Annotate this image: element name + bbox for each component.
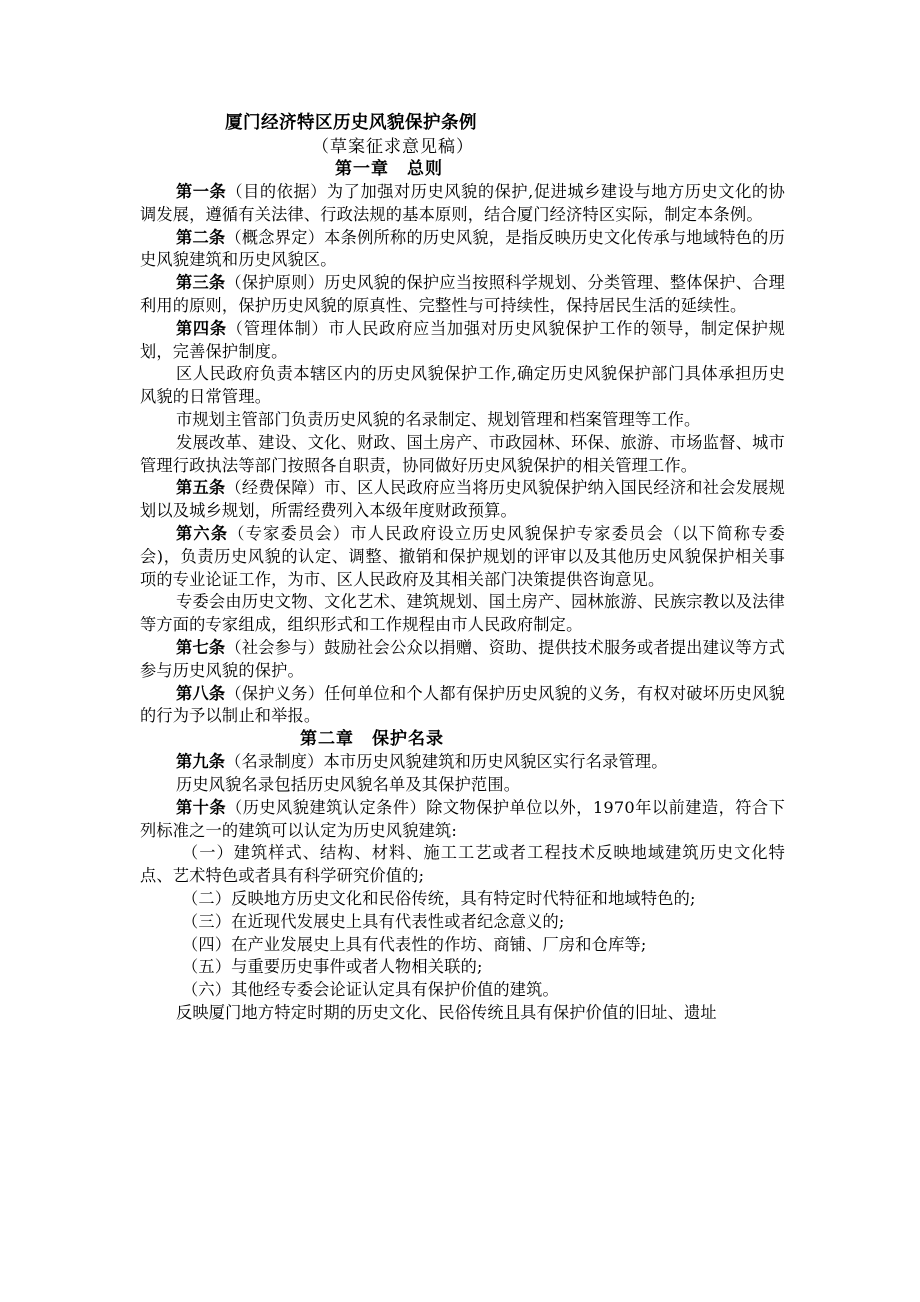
article-paragraph [140, 797, 785, 843]
list-item: （二）反映地方历史文化和民俗传统，具有特定时代特征和地域特色的; [182, 888, 696, 908]
article-paragraph [140, 363, 785, 409]
document-title: 厦门经济特区历史风貌保护条例 [225, 113, 477, 133]
list-item: （三）在近现代发展史上具有代表性或者纪念意义的; [182, 911, 565, 931]
article-number: 第三条 [176, 273, 226, 293]
chapter-heading: 第一章 总则 [335, 159, 443, 179]
article-paragraph [140, 683, 785, 729]
article-text: 历史风貌名录包括历史风貌名单及其保护范围。 [176, 774, 521, 794]
article-number: 第八条 [176, 683, 226, 703]
document-page [140, 110, 785, 1025]
article-number: 第五条 [176, 478, 226, 498]
article-text: （名录制度）本市历史风貌建筑和历史风貌区实行名录管理。 [225, 752, 668, 772]
article-number: 第九条 [176, 752, 226, 772]
article-text: （保护义务）任何单位和个人都有保护历史风貌的义务，有权对破坏历史风貌的行为予以制止和举报。 [140, 683, 785, 726]
article-text: （保护原则）历史风貌的保护应当按照科学规划、分类管理、整体保护、合理利用的原则，保护历史风貌的原真性、完整性与可持续性，保持居民生活的延续性。 [140, 273, 785, 315]
article-text: （目的依据）为了加强对历史风貌的保护,促进城乡建设与地方历史文化的协调发展，遵循有关法律、行政法规的基本原则，结合厦门经济特区实际，制定本条例。 [140, 182, 785, 224]
list-item: （六）其他经专委会论证认定具有保护价值的建筑。 [182, 980, 559, 1000]
list-item: （一）建筑样式、结构、材料、施工工艺或者工程技术反映地域建筑历史文化特点、艺术特色或者具有科学研究价值的; [140, 843, 785, 886]
chapter-heading: 第二章 保护名录 [300, 729, 444, 750]
article-text: 发展改革、建设、文化、财政、国土房产、市政园林、环保、旅游、市场监督、城市管理行政执法等部门按照各自职责，协同做好历史风貌保护的相关管理工作。 [140, 432, 785, 475]
article-number: 第四条 [176, 318, 227, 338]
article-number: 第二条 [176, 227, 226, 247]
article-paragraph [140, 409, 785, 432]
article-text: （社会参与）鼓励社会公众以捐赠、资助、提供技术服务或者提出建议等方式参与历史风貌的保护。 [140, 637, 785, 680]
article-paragraph [140, 637, 785, 683]
list-item: （五）与重要历史事件或者人物相关联的; [182, 957, 483, 977]
article-paragraph [140, 751, 785, 774]
article-paragraph [140, 523, 785, 591]
article-text: （专家委员会）市人民政府设立历史风貌保护专家委员会（以下简称专委会)，负责历史风貌的认定、调整、撤销和保护规划的评审以及其他历史风貌保护相关事项的专业论证工作，为市、区人民政府及其相关部门决策提供咨询意见。 [140, 523, 785, 589]
article-paragraph [140, 227, 785, 273]
article-paragraph [140, 774, 785, 797]
article-text: 专委会由历史文物、文化艺术、建筑规划、国土房产、园林旅游、民族宗教以及法律等方面的专家组成，组织形式和工作规程由市人民政府制定。 [140, 592, 785, 635]
article-paragraph [140, 272, 785, 318]
article-text: （经费保障）市、区人民政府应当将历史风貌保护纳入国民经济和社会发展规划以及城乡规划，所需经费列入本级年度财政预算。 [140, 478, 785, 521]
article-text: （概念界定）本条例所称的历史风貌，是指反映历史文化传承与地域特色的历史风貌建筑和历史风貌区。 [140, 227, 785, 270]
list-item: （四）在产业发展史上具有代表性的作坊、商铺、厂房和仓库等; [182, 934, 647, 954]
article-number: 第一条 [176, 182, 227, 201]
article-paragraph [140, 591, 785, 637]
article-paragraph [140, 477, 785, 523]
article-number: 第六条 [176, 523, 229, 543]
article-paragraph [140, 318, 785, 364]
article-text: 区人民政府负责本辖区内的历史风貌保护工作,确定历史风貌保护部门具体承担历史风貌的日常管理。 [140, 364, 785, 407]
article-text: 市规划主管部门负责历史风貌的名录制定、规划管理和档案管理等工作。 [176, 409, 701, 429]
article-text: （历史风貌建筑认定条件）除文物保护单位以外，1970年以前建造，符合下列标准之一的建筑可以认定为历史风貌建筑: [140, 797, 785, 840]
article-text: （管理体制）市人民政府应当加强对历史风貌保护工作的领导，制定保护规划，完善保护制度。 [140, 318, 785, 361]
closing-paragraph: 反映厦门地方特定时期的历史文化、民俗传统且具有保护价值的旧址、遗址 [176, 1002, 717, 1022]
article-paragraph [140, 432, 785, 478]
article-number: 第七条 [176, 637, 226, 657]
document-subtitle: （草案征求意见稿） [312, 137, 474, 157]
article-paragraph [140, 181, 785, 227]
article-number: 第十条 [176, 797, 227, 817]
